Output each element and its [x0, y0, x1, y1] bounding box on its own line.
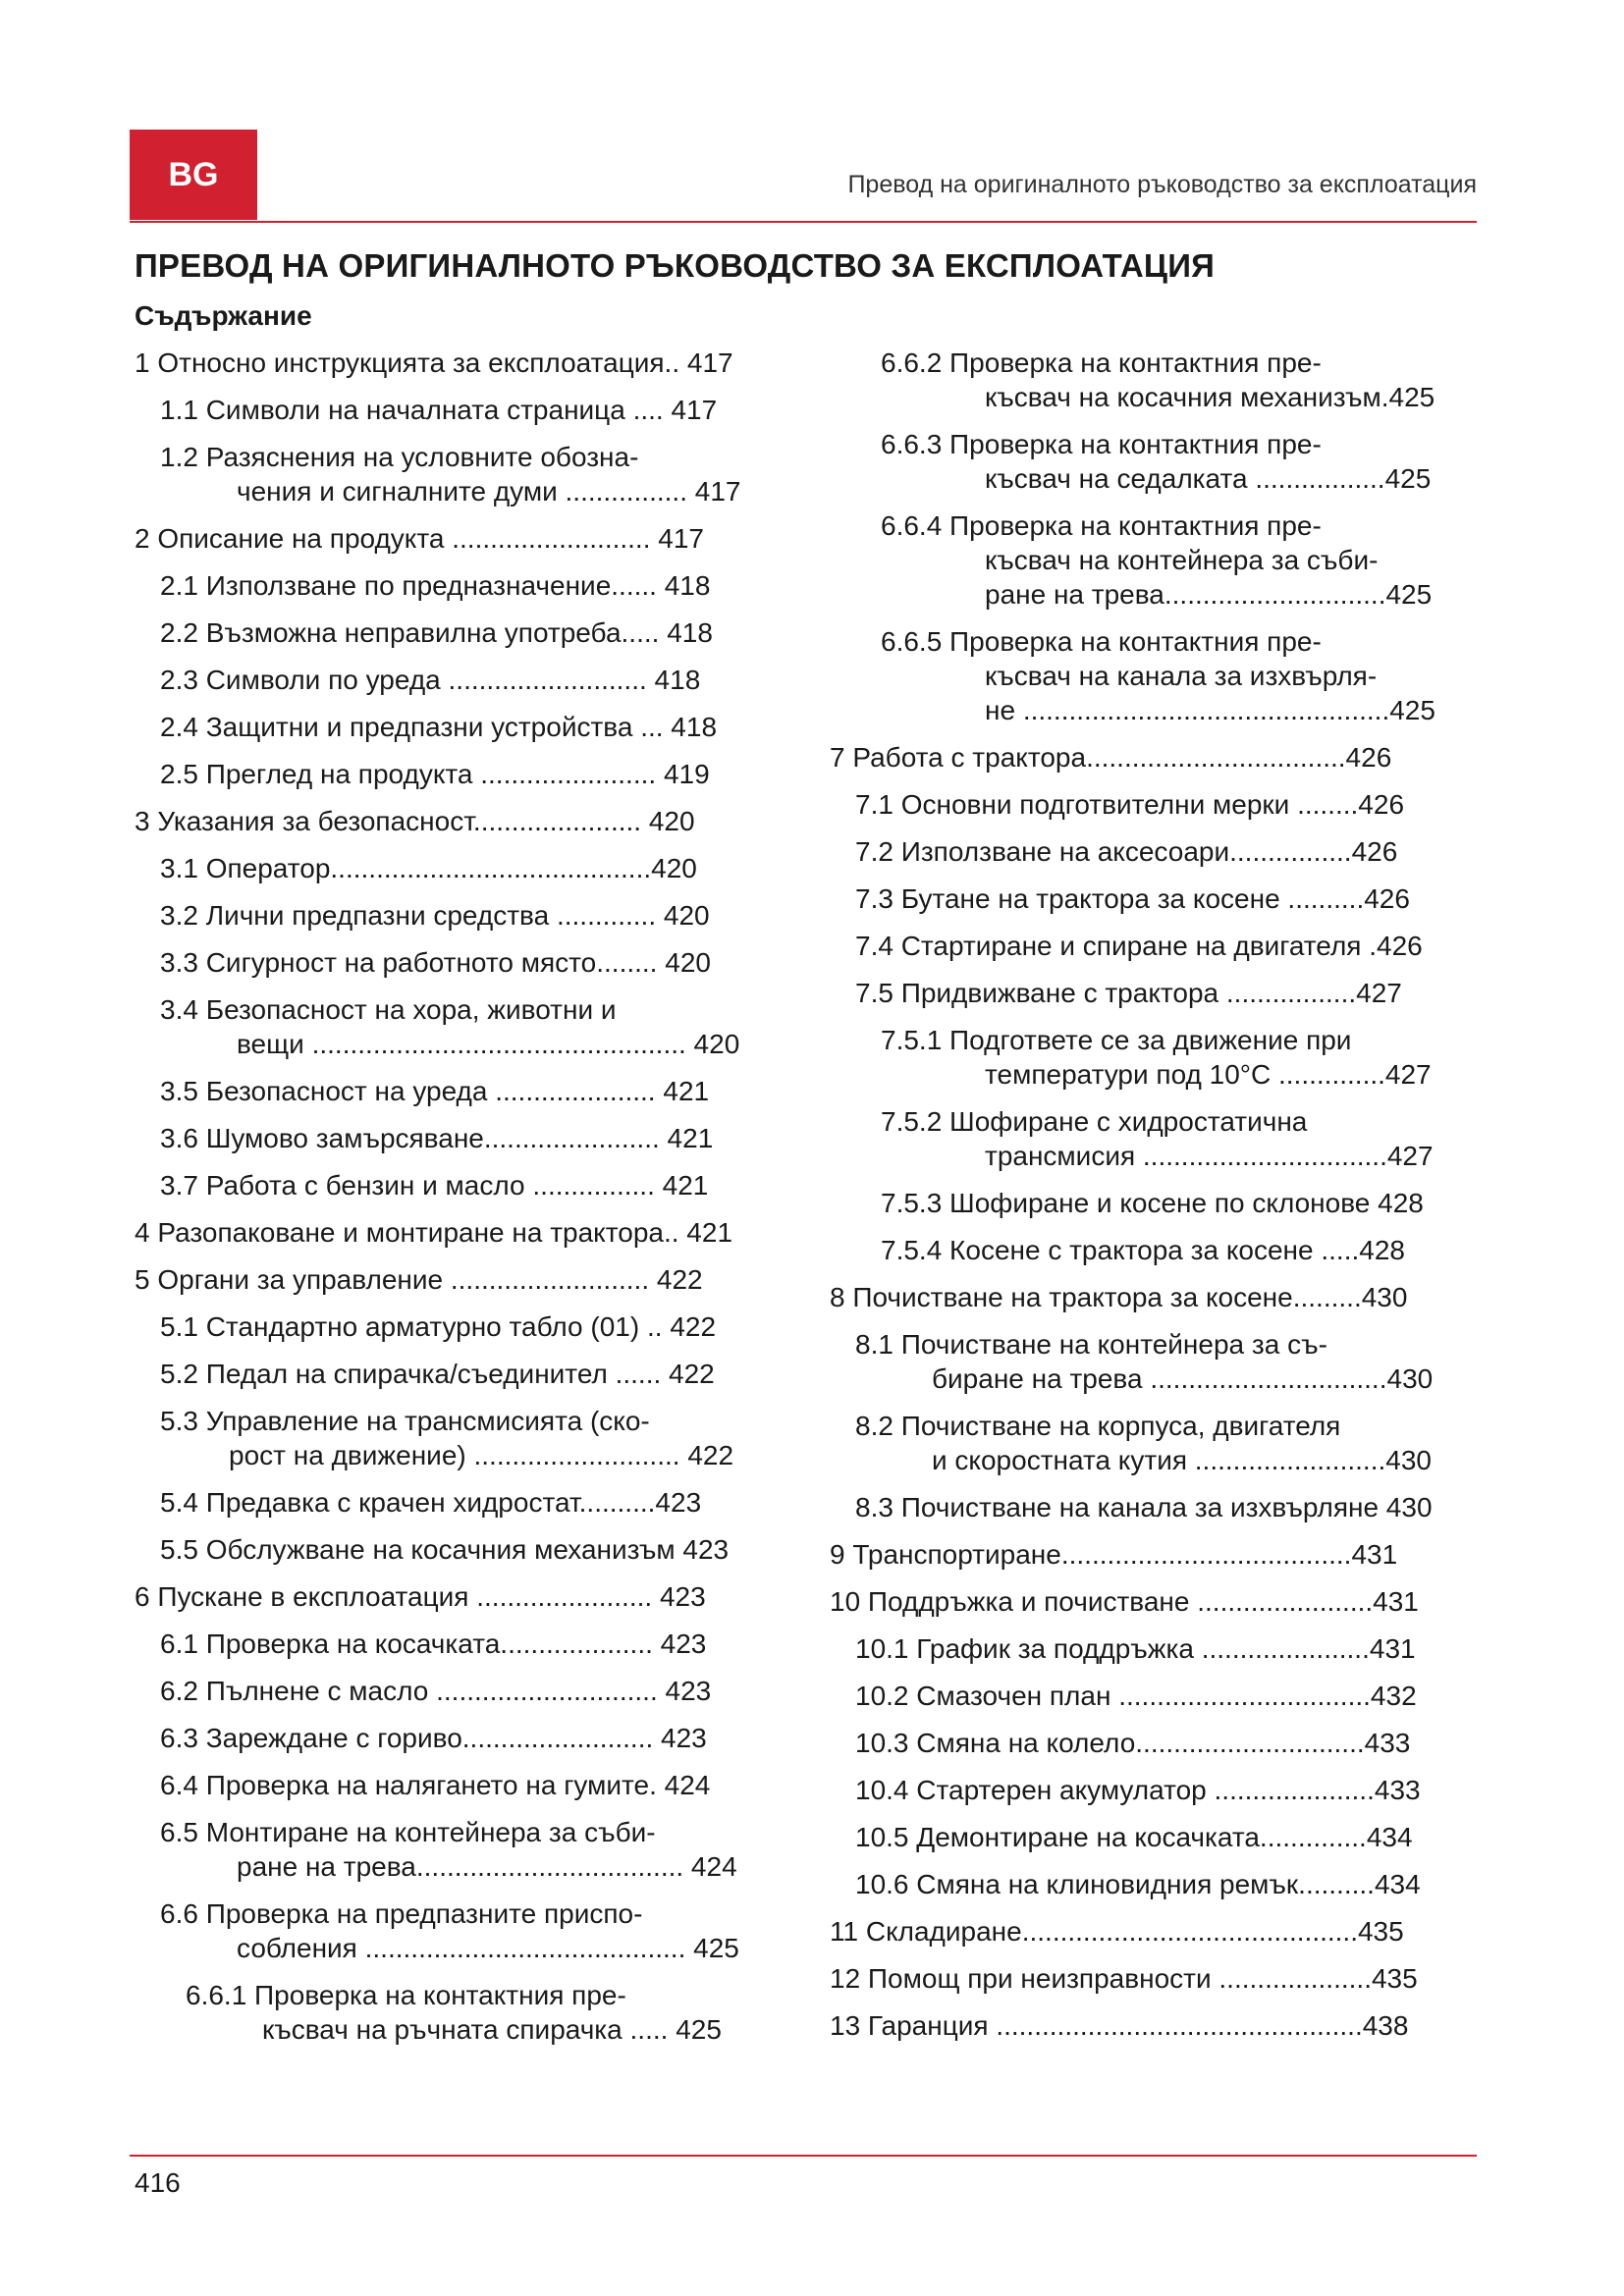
- toc-entry[interactable]: 10.2 Смазочен план .................................432: [855, 1681, 1417, 1711]
- language-badge: BG: [130, 130, 257, 220]
- toc-entry[interactable]: 7.5.2 Шофиране с хидростатична трансмисия ................................427: [881, 1106, 1434, 1171]
- toc-entry[interactable]: 6.1 Проверка на косачката.................... 423: [160, 1629, 707, 1659]
- toc-entry[interactable]: 6.4 Проверка на налягането на гумите. 424: [160, 1770, 711, 1800]
- toc-entry[interactable]: 6.6.5 Проверка на контактния пре- късвач на канала за изхвърля- не ................................................425: [881, 626, 1435, 725]
- toc-entry[interactable]: 3.5 Безопасност на уреда ..................... 421: [160, 1076, 710, 1106]
- footer-divider: [130, 2155, 1477, 2157]
- toc-entry[interactable]: 3 Указания за безопасност...................... 420: [135, 806, 695, 836]
- toc-entry[interactable]: 8.1 Почистване на контейнера за съ- биране на трева ...............................430: [855, 1329, 1434, 1394]
- toc-entry[interactable]: 3.6 Шумово замърсяване....................... 421: [160, 1123, 714, 1153]
- toc-entry[interactable]: 3.1 Оператор..........................................420: [160, 853, 697, 883]
- toc-entry[interactable]: 7 Работа с трактора..................................426: [830, 742, 1392, 773]
- toc-entry[interactable]: 3.3 Сигурност на работното място........ 420: [160, 947, 711, 978]
- toc-entry[interactable]: 1.1 Символи на началната страница .... 417: [160, 395, 718, 425]
- toc-entry[interactable]: 2 Описание на продукта .......................... 417: [135, 523, 704, 554]
- toc-entry[interactable]: 10.4 Стартерен акумулатор .....................433: [855, 1775, 1421, 1805]
- toc-entry[interactable]: 4 Разопаковане и монтиране на трактора.. 421: [135, 1217, 733, 1248]
- toc-entry[interactable]: 6.6.1 Проверка на контактния пре- късвач на ръчната спирачка ..... 425: [186, 1980, 722, 2045]
- toc-entry[interactable]: 2.3 Символи по уреда .......................... 418: [160, 665, 701, 695]
- toc-entry[interactable]: 6.6.3 Проверка на контактния пре- късвач на седалката .................425: [881, 429, 1432, 494]
- toc-entry[interactable]: 7.4 Стартиране и спиране на двигателя .426: [855, 931, 1423, 961]
- toc-entry[interactable]: 5.4 Предавка с крачен хидростат..........423: [160, 1487, 702, 1518]
- running-header: Превод на оригиналното ръководство за експлоатация: [847, 171, 1477, 198]
- toc-entry[interactable]: 12 Помощ при неизправности ....................435: [830, 1963, 1418, 1994]
- toc-entry[interactable]: 5.5 Обслужване на косачния механизъм 423: [160, 1534, 730, 1565]
- toc-entry[interactable]: 6.6.2 Проверка на контактния пре- късвач на косачния механизъм.425: [881, 347, 1435, 412]
- toc-entry[interactable]: 5.2 Педал на спирачка/съединител ...... 422: [160, 1359, 715, 1389]
- toc-entry[interactable]: 3.2 Лични предпазни средства ............. 420: [160, 900, 710, 931]
- toc-entry[interactable]: 3.7 Работа с бензин и масло ................ 421: [160, 1170, 709, 1201]
- toc-entry[interactable]: 9 Транспортиране......................................431: [830, 1539, 1398, 1570]
- toc-entry[interactable]: 7.5 Придвижване с трактора .................427: [855, 978, 1402, 1008]
- toc-left-column: [135, 346, 785, 2059]
- toc-entry[interactable]: 10 Поддръжка и почистване .......................431: [830, 1586, 1419, 1617]
- toc-entry[interactable]: 8.3 Почистване на канала за изхвърляне 430: [855, 1492, 1433, 1522]
- toc-entry[interactable]: 5.1 Стандартно арматурно табло (01) .. 422: [160, 1311, 717, 1342]
- toc-entry[interactable]: 7.3 Бутане на трактора за косене ..........426: [855, 883, 1410, 914]
- document-title: ПРЕВОД НА ОРИГИНАЛНОТО РЪКОВОДСТВО ЗА ЕКСПЛОАТАЦИЯ: [135, 247, 1216, 284]
- toc-entry[interactable]: 7.1 Основни подготвителни мерки ........426: [855, 789, 1405, 820]
- page-number: 416: [135, 2167, 181, 2198]
- toc-entry[interactable]: 2.1 Използване по предназначение...... 418: [160, 570, 711, 601]
- toc-entry[interactable]: 5 Органи за управление .......................... 422: [135, 1264, 703, 1295]
- toc-entry[interactable]: 6 Пускане в експлоатация ....................... 423: [135, 1581, 706, 1612]
- toc-entry[interactable]: 13 Гаранция ................................................438: [830, 2010, 1409, 2041]
- toc-entry[interactable]: 1 Относно инструкцията за експлоатация.. 417: [135, 347, 733, 378]
- toc-entry[interactable]: 10.6 Смяна на клиновидния ремък..........434: [855, 1869, 1421, 1899]
- header-divider: [130, 221, 1477, 223]
- toc-entry[interactable]: 10.5 Демонтиране на косачката..............434: [855, 1822, 1413, 1852]
- toc-entry[interactable]: 2.4 Защитни и предпазни устройства ... 418: [160, 712, 718, 742]
- toc-entry[interactable]: 8.2 Почистване на корпуса, двигателя и скоростната кутия .........................430: [855, 1411, 1432, 1475]
- toc-entry[interactable]: 8 Почистване на трактора за косене.........430: [830, 1282, 1408, 1312]
- toc-entry[interactable]: 11 Складиране............................................435: [830, 1916, 1404, 1947]
- toc-entry[interactable]: 6.5 Монтиране на контейнера за съби- ране на трева................................... 424: [160, 1817, 737, 1882]
- toc-right-column: [830, 346, 1478, 2056]
- toc-entry[interactable]: 2.2 Възможна неправилна употреба..... 418: [160, 617, 713, 648]
- toc-entry[interactable]: 6.6.4 Проверка на контактния пре- късвач на контейнера за съби- ране на трева.............................425: [881, 510, 1433, 610]
- toc-entry[interactable]: 7.5.4 Косене с трактора за косене .....428: [881, 1235, 1405, 1265]
- toc-entry[interactable]: 7.2 Използване на аксесоари................426: [855, 836, 1398, 867]
- toc-entry[interactable]: 6.2 Пълнене с масло ............................. 423: [160, 1676, 712, 1706]
- toc-entry[interactable]: 5.3 Управление на трансмисията (ско- рост на движение) ........................... 422: [160, 1406, 734, 1470]
- toc-heading: Съдържание: [135, 300, 312, 331]
- toc-entry[interactable]: 2.5 Преглед на продукта ....................... 419: [160, 759, 710, 789]
- toc-entry[interactable]: 7.5.3 Шофиране и косене по склонове 428: [881, 1188, 1424, 1218]
- toc-entry[interactable]: 1.2 Разяснения на условните обозна- чения и сигналните думи ................ 417: [160, 442, 741, 507]
- toc-entry[interactable]: 10.3 Смяна на колело..............................433: [855, 1728, 1411, 1758]
- toc-entry[interactable]: 6.6 Проверка на предпазните приспо- собления .......................................... 425: [160, 1898, 739, 1963]
- toc-entry[interactable]: 6.3 Зареждане с гориво......................... 423: [160, 1723, 707, 1753]
- toc-entry[interactable]: 10.1 График за поддръжка ......................431: [855, 1633, 1416, 1664]
- toc-entry[interactable]: 7.5.1 Подгответе се за движение при температури под 10°C ..............427: [881, 1025, 1432, 1090]
- toc-entry[interactable]: 3.4 Безопасност на хора, животни и вещи ................................................. 420: [160, 994, 740, 1059]
